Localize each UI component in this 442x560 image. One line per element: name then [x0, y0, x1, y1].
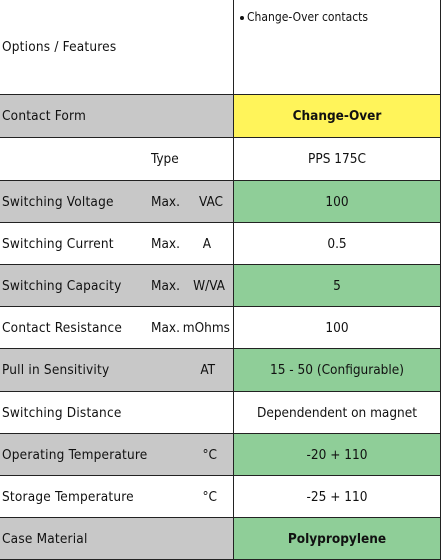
options-label-cell [0, 0, 234, 95]
spec-condition: Max. [151, 277, 180, 294]
spec-row-pull-in-sensitivity [0, 349, 442, 392]
spec-label-cell [0, 223, 234, 265]
spec-label: Storage Temperature [2, 488, 134, 505]
spec-value-cell [234, 307, 441, 349]
spec-value: 0.5 [327, 235, 347, 252]
spec-label-cell [0, 307, 234, 349]
spec-unit: W/VA [193, 277, 225, 294]
spec-value-cell [234, 349, 441, 392]
spec-value-cell [234, 265, 441, 307]
spec-row-switching-distance [0, 392, 442, 434]
spec-row-storage-temperature [0, 476, 442, 518]
type-value-cell [234, 138, 441, 181]
spec-value: -25 + 110 [306, 488, 368, 505]
spec-row-switching-capacity [0, 265, 442, 307]
spec-value: 5 [333, 277, 341, 294]
type-row [0, 138, 442, 181]
spec-row-switching-current [0, 223, 442, 265]
spec-condition: Max. [151, 235, 180, 252]
spec-unit: A [202, 235, 211, 252]
spec-label: Switching Current [2, 235, 114, 252]
spec-condition: Max. [151, 193, 180, 210]
spec-label: Contact Resistance [2, 319, 123, 336]
spec-value: 100 [325, 193, 349, 210]
spec-label: Operating Temperature [2, 446, 148, 463]
spec-label-cell [0, 434, 234, 476]
spec-label: Switching Capacity [2, 277, 122, 294]
spec-value-cell [234, 392, 441, 434]
spec-value-cell [234, 476, 441, 518]
type-label-cell [0, 138, 234, 181]
spec-label-cell [0, 265, 234, 307]
spec-label: Case Material [2, 530, 88, 547]
spec-value: 100 [325, 319, 349, 336]
spec-condition: Max. [151, 319, 180, 336]
spec-row-case-material [0, 518, 442, 560]
bullet-icon [240, 16, 244, 20]
options-row [0, 0, 442, 95]
spec-row-switching-voltage [0, 181, 442, 223]
spec-label: Switching Distance [2, 404, 122, 421]
spec-unit: °C [202, 446, 217, 463]
spec-label-cell [0, 476, 234, 518]
spec-value: -20 + 110 [306, 446, 368, 463]
contact-form-label-cell [0, 95, 234, 138]
spec-label: Switching Voltage [2, 193, 114, 210]
contact-form-row [0, 95, 442, 138]
option-item-text: Change-Over contacts [247, 10, 368, 24]
contact-form-value-cell [234, 95, 441, 138]
options-label: Options / Features [2, 39, 117, 55]
spec-unit: AT [200, 362, 215, 378]
spec-value-cell [234, 181, 441, 223]
type-label: Type [151, 151, 179, 167]
type-value: PPS 175C [308, 151, 366, 167]
spec-label-cell [0, 181, 234, 223]
spec-value: 15 - 50 (Configurable) [269, 362, 404, 378]
spec-label-cell [0, 392, 234, 434]
spec-unit: VAC [199, 193, 223, 210]
spec-unit: °C [202, 488, 217, 505]
spec-value-cell [234, 223, 441, 265]
spec-row-contact-resistance [0, 307, 442, 349]
option-item [240, 10, 368, 24]
spec-label-cell [0, 349, 234, 392]
options-value-cell [234, 0, 441, 95]
spec-value-cell [234, 434, 441, 476]
spec-label: Pull in Sensitivity [2, 362, 110, 378]
spec-unit: mOhms [182, 319, 230, 336]
spec-value-cell [234, 518, 441, 560]
contact-form-label: Contact Form [2, 108, 87, 124]
spec-row-operating-temperature [0, 434, 442, 476]
spec-label-cell [0, 518, 234, 560]
spec-value: Dependendent on magnet [256, 404, 417, 421]
spec-value: Polypropylene [287, 530, 387, 547]
contact-form-value: Change-Over [292, 108, 382, 124]
